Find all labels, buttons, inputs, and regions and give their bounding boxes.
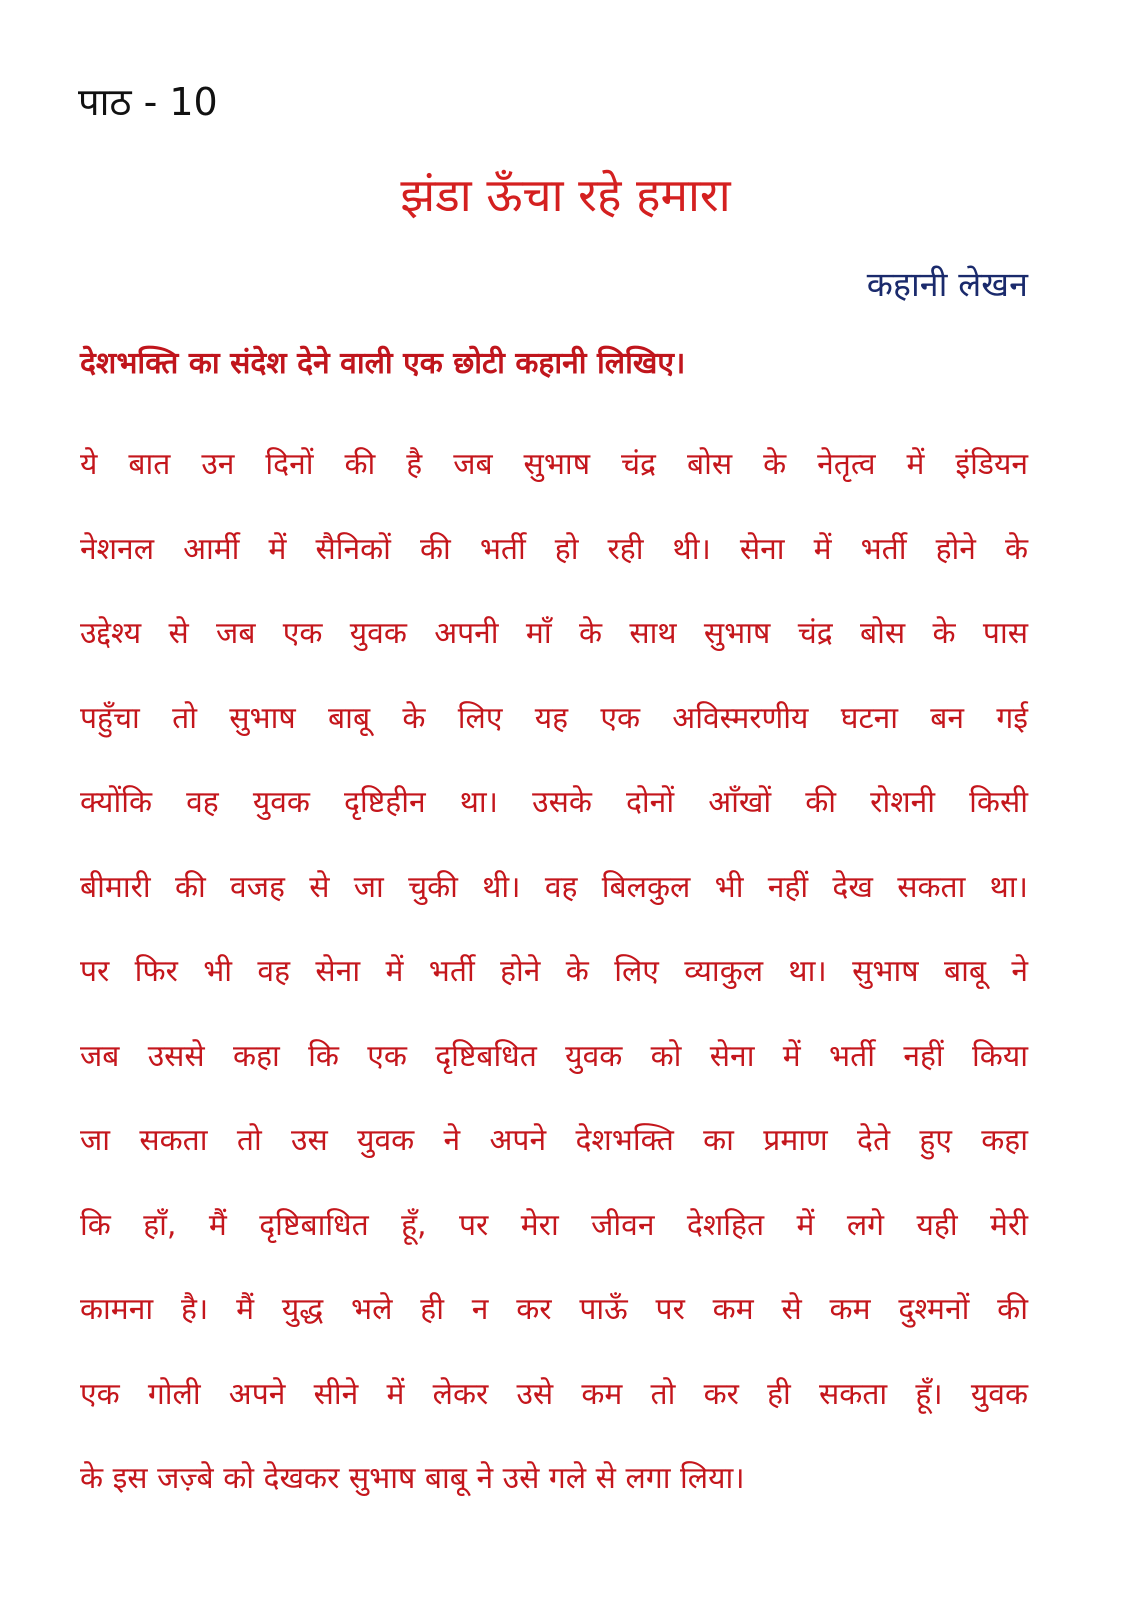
story-line: पहुँचा तो सुभाष बाबू के लिए यह एक अविस्मरणीय घटना बन गई: [80, 700, 1028, 736]
page-title: झंडा ऊँचा रहे हमारा: [400, 168, 731, 222]
story-body: [80, 435, 1028, 1534]
story-line: जा सकता तो उस युवक ने अपने देशभक्ति का प्रमाण देते हुए कहा: [80, 1123, 1028, 1158]
story-line: बीमारी की वजह से जा चुकी थी। वह बिलकुल भी नहीं देख सकता था।: [80, 869, 1028, 905]
writing-prompt: देशभक्ति का संदेश देने वाली एक छोटी कहानी लिखिए।: [80, 346, 686, 381]
story-line: ये बात उन दिनों की है जब सुभाष चंद्र बोस के नेतृत्व में इंडियन: [80, 447, 1028, 482]
story-line: पर फिर भी वह सेना में भर्ती होने के लिए व्याकुल था। सुभाष बाबू ने: [80, 954, 1028, 989]
story-line: उद्देश्य से जब एक युवक अपनी माँ के साथ सुभाष चंद्र बोस के पास: [80, 616, 1028, 651]
story-line: कि हाँ, मैं दृष्टिबाधित हूँ, पर मेरा जीवन देशहित में लगे यही मेरी: [80, 1207, 1028, 1243]
story-line: के इस जज़्बे को देखकर सुभाष बाबू ने उसे गले से लगा लिया।: [80, 1461, 745, 1496]
lesson-number: पाठ - 10: [78, 80, 218, 124]
story-line: जब उससे कहा कि एक दृष्टिबधित युवक को सेना में भर्ती नहीं किया: [80, 1038, 1028, 1074]
story-line: क्योंकि वह युवक दृष्टिहीन था। उसके दोनों आँखों की रोशनी किसी: [80, 785, 1028, 820]
section-subtitle: कहानी लेखन: [866, 265, 1028, 305]
story-line: कामना है। मैं युद्ध भले ही न कर पाऊँ पर कम से कम दुश्मनों की: [80, 1292, 1028, 1327]
story-line: एक गोली अपने सीने में लेकर उसे कम तो कर ही सकता हूँ। युवक: [80, 1376, 1028, 1412]
story-line: नेशनल आर्मी में सैनिकों की भर्ती हो रही थी। सेना में भर्ती होने के: [80, 531, 1028, 567]
